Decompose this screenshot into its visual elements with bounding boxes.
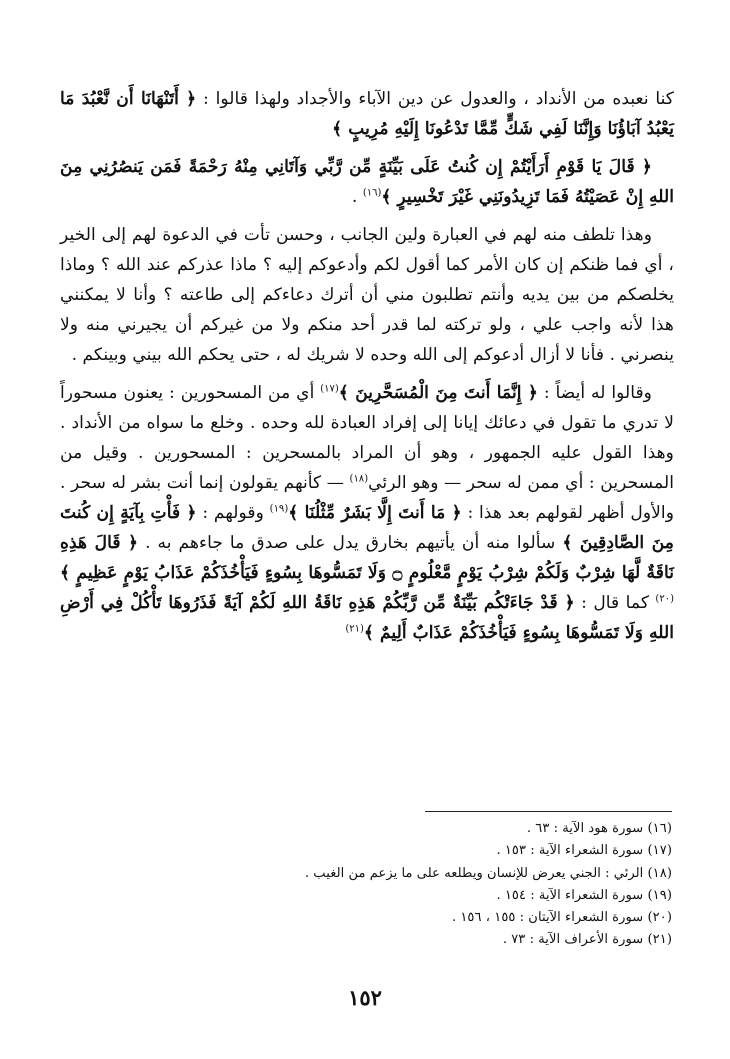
- quran-verse: ﴿ فَأْتِ بِآيَةٍ إِن كُنتَ مِنَ الصَّادِقِينَ ﴾: [60, 503, 674, 553]
- text-run: كنا نعبده من الأنداد ، والعدول عن دين الآباء والأجداد ولهذا قالوا :: [196, 89, 674, 109]
- quran-verse: ﴿ أَتَنْهَانَا أَن نَّعْبُدَ مَا يَعْبُدُ آبَاؤُنَا وَإِنَّنَا لَفِي شَكٍّ مِّمَّا تَدْعُونَا إِلَيْهِ مُرِيبٍ ﴾: [60, 89, 674, 139]
- text-run: .: [351, 187, 363, 207]
- quran-verse: ﴿ إِنَّمَا أَنتَ مِنَ الْمُسَحَّرِينَ ﴾: [338, 383, 538, 403]
- footnotes: [60, 818, 672, 952]
- footnote: (١٧) سورة الشعراء الآية : ١٥٣ .: [496, 843, 672, 859]
- text-run: — كأنهم يقولون إنما أنت بشر له سحر . والأول أظهر لقولهم بعد هذا :: [60, 473, 675, 523]
- quran-verse: ﴿ قَالَ هَذِهِ نَاقَةٌ لَّهَا شِرْبٌ وَلَكُمْ شِرْبُ يَوْمٍ مَّعْلُومٍ ۝ وَلَا تَمَسُّوهَا بِسُوءٍ فَيَأْخُذَكُمْ عَذَابُ يَوْمٍ عَظِيمٍ ﴾: [60, 533, 675, 583]
- footnote: (٢٠) سورة الشعراء الآيتان : ١٥٥ ، ١٥٦ .: [451, 910, 672, 926]
- footnote-ref: (١٧): [320, 383, 339, 395]
- footnote-divider: [425, 811, 672, 812]
- paragraph: [60, 220, 674, 370]
- footnote-ref: (١٨): [349, 473, 369, 485]
- quran-verse: ﴿ قَالَ يَا قَوْمِ أَرَأَيْتُمْ إِن كُنتُ عَلَى بَيِّنَةٍ مِّن رَّبِّي وَآتَانِي مِنْهُ رَحْمَةً فَمَن يَنصُرُنِي مِنَ اللهِ إِنْ عَصَيْتُهُ فَمَا تَزِيدُونَنِي غَيْرَ تَخْسِيرٍ ﴾: [60, 157, 674, 207]
- text-run: وهذا تلطف منه لهم في العبارة ولين الجانب ، وحسن تأت في الدعوة لهم إلى الخير ، أي فما ظنكم إن كان الأمر كما أقول لكم وأدعوكم إليه ؟ ماذا عذركم عند الله ؟ وماذا يخلصكم من بين يديه وأنتم تطلبون مني أن أترك دعاءكم إلى طاعته ؟ وأنا لا يمكنني هذا لأنه واجب علي ، ولو تركته لما قدر أحد منكم ولا من غيركم أن يجيرني منه ولا ينصرني . فأنا لا أزال أدعوكم إلى الله وحده لا شريك له ، حتى يحكم الله بيني وبينكم .: [60, 225, 674, 365]
- footnote-ref: (١٩): [269, 503, 289, 515]
- paragraph: [60, 152, 674, 212]
- paragraph: [60, 84, 674, 144]
- footnote-ref: (١٦): [362, 187, 382, 199]
- text-run: كما قال :: [574, 593, 656, 613]
- text-run: وقولهم :: [196, 503, 270, 523]
- quran-verse: ﴿ مَا أَنتَ إِلَّا بَشَرٌ مِّثْلُنَا ﴾: [288, 503, 462, 523]
- page-number: ١٥٢: [348, 985, 382, 1010]
- footnote-ref: (٢١): [345, 623, 364, 635]
- main-text: [60, 84, 674, 648]
- footnote: (١٦) سورة هود الآية : ٦٣ .: [526, 821, 672, 836]
- text-run: وقالوا له أيضاً :: [537, 383, 652, 403]
- paragraph: [60, 378, 674, 648]
- footnote: (١٨) الرئي : الجني يعرض للإنسان ويطلعه على ما يزعم من الغيب .: [304, 865, 672, 881]
- footnote-ref: (٢٠): [655, 593, 674, 605]
- footnote: (١٩) سورة الشعراء الآية : ١٥٤ .: [496, 887, 672, 903]
- footnote: (٢١) سورة الأعراف الآية : ٧٣ .: [502, 932, 672, 948]
- quran-verse: ﴿ قَدْ جَاءَتْكُم بَيِّنَةٌ مِّن رَّبِّكُمْ هَذِهِ نَاقَةُ اللهِ لَكُمْ آيَةً فَذَرُوهَا تَأْكُلْ فِي أَرْضِ اللهِ وَلَا تَمَسُّوهَا بِسُوءٍ فَيَأْخُذَكُمْ عَذَابٌ أَلِيمٌ ﴾: [60, 593, 674, 643]
- text-run: أي من المسحورين : يعنون مسحوراً لا تدري ما تقول في دعائك إيانا إلى إفراد العبادة لله وحده . وخلع ما سواه من الأنداد . وهذا القول عليه الجمهور ، وهو أن المراد بالمسحرين : المسحورين . وقيل من المسحرين : أي ممن له سحر — وهو الرئي: [60, 383, 674, 493]
- text-run: سألوا منه أن يأتيهم بخارق يدل على صدق ما جاءهم به .: [138, 533, 563, 553]
